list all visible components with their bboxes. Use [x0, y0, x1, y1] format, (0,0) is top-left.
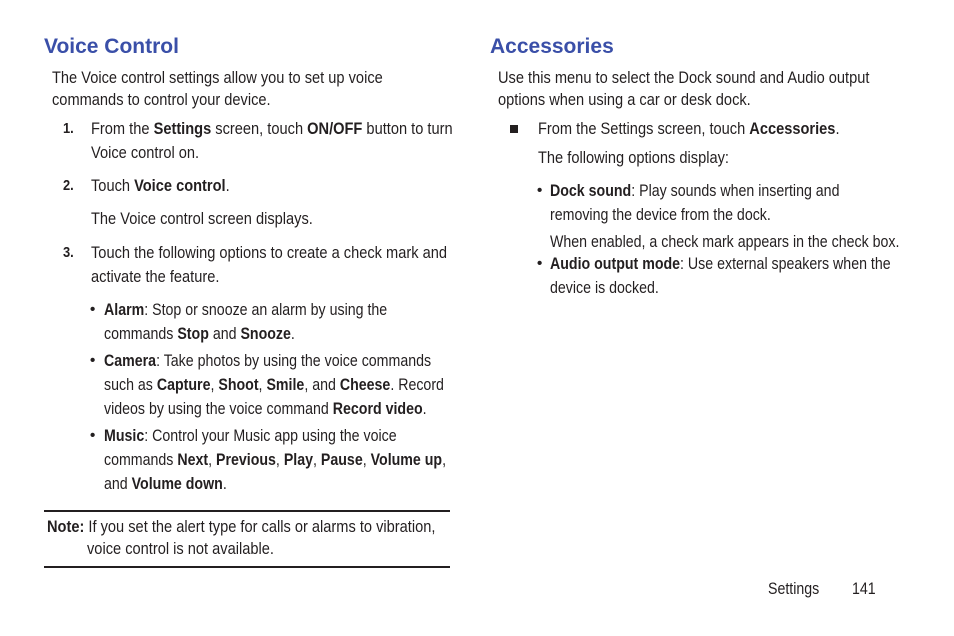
bullet-dot-icon: •: [537, 182, 543, 199]
bullet-dot-icon: •: [537, 255, 543, 272]
footer-page-number: 141: [852, 580, 876, 598]
bullet-dot-icon: •: [90, 352, 96, 369]
dock-sound-line-3: When enabled, a check mark appears in the check box.: [550, 233, 900, 251]
step-3-line-2: activate the feature.: [91, 267, 220, 286]
accessories-heading: Accessories: [490, 35, 614, 58]
step-2-number: 2.: [63, 177, 74, 194]
step-1-line-1: From the Settings screen, touch ON/OFF button to turn: [91, 119, 453, 138]
accessories-intro-line-1: Use this menu to select the Dock sound and Audio output: [498, 68, 870, 87]
alarm-bullet-line-2: commands Stop and Snooze.: [104, 325, 295, 343]
square-bullet-icon: [510, 125, 518, 133]
note-top-rule: [44, 510, 450, 512]
audio-output-line-1: Audio output mode: Use external speakers when the: [550, 255, 891, 273]
step-3-number: 3.: [63, 244, 74, 261]
step-3-line-1: Touch the following options to create a check mark and: [91, 243, 447, 262]
music-bullet-line-2: commands Next, Previous, Play, Pause, Volume up,: [104, 451, 447, 469]
dock-sound-line-1: Dock sound: Play sounds when inserting and: [550, 182, 840, 200]
dock-sound-line-2: removing the device from the dock.: [550, 206, 771, 224]
music-bullet-line-3: and Volume down.: [104, 475, 227, 493]
camera-bullet-line-3: videos by using the voice command Record video.: [104, 400, 427, 418]
voice-control-intro-line-1: The Voice control settings allow you to set up voice: [52, 68, 383, 87]
alarm-bullet-line-1: Alarm: Stop or snooze an alarm by using the: [104, 301, 388, 319]
audio-output-line-2: device is docked.: [550, 279, 659, 297]
step-1-number: 1.: [63, 120, 74, 137]
accessories-step-line: From the Settings screen, touch Accessories.: [538, 119, 840, 138]
bullet-dot-icon: •: [90, 301, 96, 318]
voice-control-intro-line-2: commands to control your device.: [52, 90, 271, 109]
step-2-sub: The Voice control screen displays.: [91, 209, 313, 228]
accessories-intro-line-2: options when using a car or desk dock.: [498, 90, 751, 109]
voice-control-heading: Voice Control: [44, 35, 179, 58]
step-2-line-1: Touch Voice control.: [91, 176, 230, 195]
step-1-line-2: Voice control on.: [91, 143, 200, 162]
note-line-2: voice control is not available.: [87, 539, 274, 558]
camera-bullet-line-1: Camera: Take photos by using the voice commands: [104, 352, 432, 370]
accessories-step-sub: The following options display:: [538, 148, 729, 167]
note-bottom-rule: [44, 566, 450, 568]
note-line-1: Note: If you set the alert type for calls or alarms to vibration,: [47, 517, 436, 536]
footer-section-label: Settings: [768, 580, 820, 598]
music-bullet-line-1: Music: Control your Music app using the voice: [104, 427, 397, 445]
camera-bullet-line-2: such as Capture, Shoot, Smile, and Cheese. Record: [104, 376, 444, 394]
bullet-dot-icon: •: [90, 427, 96, 444]
